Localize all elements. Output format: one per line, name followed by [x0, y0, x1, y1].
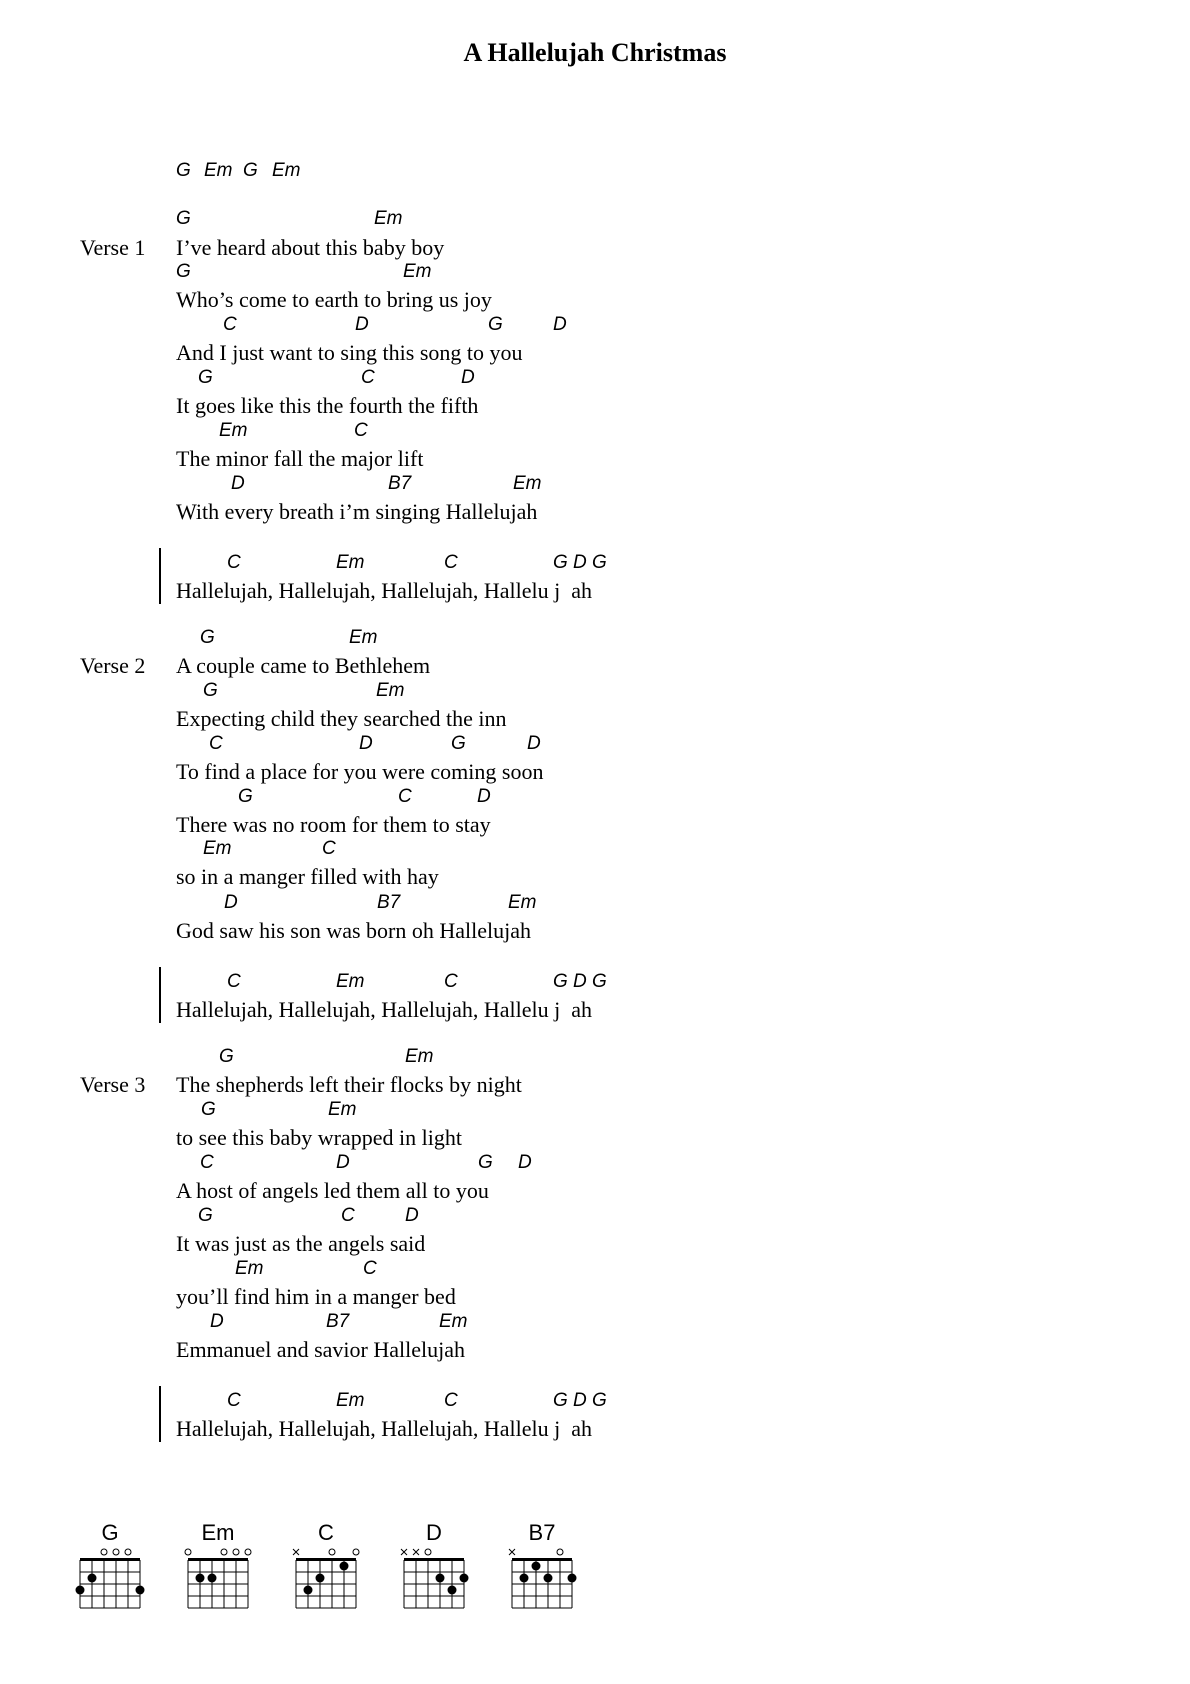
- finger-dot: [196, 1574, 205, 1583]
- chord: G: [176, 261, 191, 282]
- intro-chord: G: [176, 160, 191, 181]
- chorus-bar: [159, 967, 161, 1023]
- muted-string-marker: [509, 1549, 515, 1555]
- chord: G: [201, 1099, 216, 1120]
- verse-label: Verse 1: [80, 235, 146, 260]
- lyric-line: Who’s come to earth to bring us joy: [176, 287, 492, 312]
- chord-diagram-b7: [512, 1545, 572, 1620]
- chord: Em: [336, 971, 365, 992]
- open-string-marker: [245, 1549, 251, 1555]
- chord: B7: [388, 473, 412, 494]
- chord-diagram-name: B7: [528, 1520, 556, 1545]
- chord: Em: [336, 552, 365, 573]
- lyric-line: Emmanuel and savior Hallelujah: [176, 1337, 465, 1362]
- lyric-line: God saw his son was born oh Hallelujah: [176, 918, 532, 943]
- open-string-marker: [233, 1549, 239, 1555]
- chord: C: [444, 1390, 458, 1411]
- chord: G: [198, 1205, 213, 1226]
- chord: B7: [326, 1311, 350, 1332]
- finger-dot: [340, 1562, 349, 1571]
- lyric-line: It was just as the angels said: [176, 1231, 426, 1256]
- chord: Em: [405, 1046, 434, 1067]
- chord-diagram-d: [404, 1545, 464, 1620]
- open-string-marker: [185, 1549, 191, 1555]
- chord: D: [210, 1311, 224, 1332]
- chord: G: [203, 680, 218, 701]
- chord: G D G: [553, 1390, 607, 1411]
- lyric-line: you’ll find him in a manger bed: [176, 1284, 456, 1309]
- chord: Em: [328, 1099, 357, 1120]
- finger-dot: [316, 1574, 325, 1583]
- finger-dot: [436, 1574, 445, 1583]
- chord: C: [361, 367, 375, 388]
- muted-string-marker: [413, 1549, 419, 1555]
- finger-dot: [544, 1574, 553, 1583]
- chord-diagram-name: G: [101, 1520, 119, 1545]
- nut: [188, 1558, 248, 1561]
- open-string-marker: [425, 1549, 431, 1555]
- chord-diagram-name: Em: [201, 1520, 235, 1545]
- finger-dot: [568, 1574, 577, 1583]
- lyric-line: To find a place for you were coming soon: [176, 759, 544, 784]
- finger-dot: [448, 1586, 457, 1595]
- muted-string-marker: [293, 1549, 299, 1555]
- finger-dot: [88, 1574, 97, 1583]
- lyric-line: I’ve heard about this baby boy: [176, 235, 445, 260]
- lyric-line: And I just want to sing this song to you: [176, 340, 523, 365]
- chord-diagram-c: [296, 1545, 356, 1620]
- chord: C: [444, 552, 458, 573]
- chord-diagram-name: D: [426, 1520, 442, 1545]
- chord: G: [200, 627, 215, 648]
- chorus-bar: [159, 548, 161, 604]
- chord: G: [451, 733, 466, 754]
- chorus-lyric: Hallelujah, Hallelujah, Hallelujah, Hallelu j ah: [176, 1416, 593, 1441]
- chord: D: [527, 733, 541, 754]
- open-string-marker: [113, 1549, 119, 1555]
- chord: Em: [374, 208, 403, 229]
- finger-dot: [520, 1574, 529, 1583]
- intro-chord: Em: [272, 160, 301, 181]
- chorus-bar: [159, 1386, 161, 1442]
- chord: D: [224, 892, 238, 913]
- chord: Em: [439, 1311, 468, 1332]
- chord: D: [553, 314, 567, 335]
- lyric-line: There was no room for them to stay: [176, 812, 491, 837]
- chord: Em: [219, 420, 248, 441]
- finger-dot: [76, 1586, 85, 1595]
- chord: D: [518, 1152, 532, 1173]
- chord: G D G: [553, 552, 607, 573]
- lyric-line: Expecting child they searched the inn: [176, 706, 507, 731]
- chord: G: [488, 314, 503, 335]
- chord: D: [359, 733, 373, 754]
- open-string-marker: [125, 1549, 131, 1555]
- chord: G: [198, 367, 213, 388]
- lyric-line: A couple came to Bethlehem: [176, 653, 431, 678]
- chord: D: [231, 473, 245, 494]
- chord: Em: [508, 892, 537, 913]
- chord: C: [227, 1390, 241, 1411]
- chord: D: [355, 314, 369, 335]
- finger-dot: [208, 1574, 217, 1583]
- lyric-line: It goes like this the fourth the fifth: [176, 393, 479, 418]
- chord: Em: [403, 261, 432, 282]
- chord: G: [238, 786, 253, 807]
- chord: C: [354, 420, 368, 441]
- chord: G: [478, 1152, 493, 1173]
- chord: G: [176, 208, 191, 229]
- chord: Em: [376, 680, 405, 701]
- chord: C: [200, 1152, 214, 1173]
- chord: C: [341, 1205, 355, 1226]
- nut: [404, 1558, 464, 1561]
- lyric-line: With every breath i’m singing Hallelujah: [176, 499, 538, 524]
- chord: D: [477, 786, 491, 807]
- chord: Em: [349, 627, 378, 648]
- nut: [296, 1558, 356, 1561]
- lyric-line: to see this baby wrapped in light: [176, 1125, 462, 1150]
- chorus-lyric: Hallelujah, Hallelujah, Hallelujah, Hallelu j ah: [176, 997, 593, 1022]
- chord-diagram-em: [188, 1545, 248, 1620]
- nut: [512, 1558, 572, 1561]
- lyric-line: so in a manger filled with hay: [176, 864, 439, 889]
- finger-dot: [532, 1562, 541, 1571]
- chord: G: [219, 1046, 234, 1067]
- chord: C: [363, 1258, 377, 1279]
- chord: Em: [336, 1390, 365, 1411]
- chord: C: [209, 733, 223, 754]
- chord: Em: [203, 838, 232, 859]
- chord: C: [227, 971, 241, 992]
- intro-chord: Em: [204, 160, 233, 181]
- chord: C: [444, 971, 458, 992]
- nut: [80, 1558, 140, 1561]
- song-title: A Hallelujah Christmas: [463, 38, 727, 67]
- lyric-line: The minor fall the major lift: [176, 446, 424, 471]
- muted-string-marker: [401, 1549, 407, 1555]
- chord: C: [322, 838, 336, 859]
- chord: D: [336, 1152, 350, 1173]
- chorus-lyric: Hallelujah, Hallelujah, Hallelujah, Hallelu j ah: [176, 578, 593, 603]
- chord: Em: [513, 473, 542, 494]
- chord: B7: [377, 892, 401, 913]
- lyric-line: A host of angels led them all to you: [176, 1178, 489, 1203]
- intro-chord: G: [243, 160, 258, 181]
- verse-label: Verse 2: [80, 653, 146, 678]
- chord-diagram-name: C: [318, 1520, 334, 1545]
- open-string-marker: [329, 1549, 335, 1555]
- chord: Em: [235, 1258, 264, 1279]
- finger-dot: [460, 1574, 469, 1583]
- open-string-marker: [221, 1549, 227, 1555]
- open-string-marker: [353, 1549, 359, 1555]
- chord: C: [227, 552, 241, 573]
- chord-diagram-g: [80, 1545, 140, 1620]
- chord: C: [223, 314, 237, 335]
- lyric-line: The shepherds left their flocks by night: [176, 1072, 522, 1097]
- finger-dot: [304, 1586, 313, 1595]
- chord: G D G: [553, 971, 607, 992]
- chord: C: [398, 786, 412, 807]
- chord: D: [461, 367, 475, 388]
- chord: D: [405, 1205, 419, 1226]
- open-string-marker: [101, 1549, 107, 1555]
- verse-label: Verse 3: [80, 1072, 146, 1097]
- finger-dot: [136, 1586, 145, 1595]
- open-string-marker: [557, 1549, 563, 1555]
